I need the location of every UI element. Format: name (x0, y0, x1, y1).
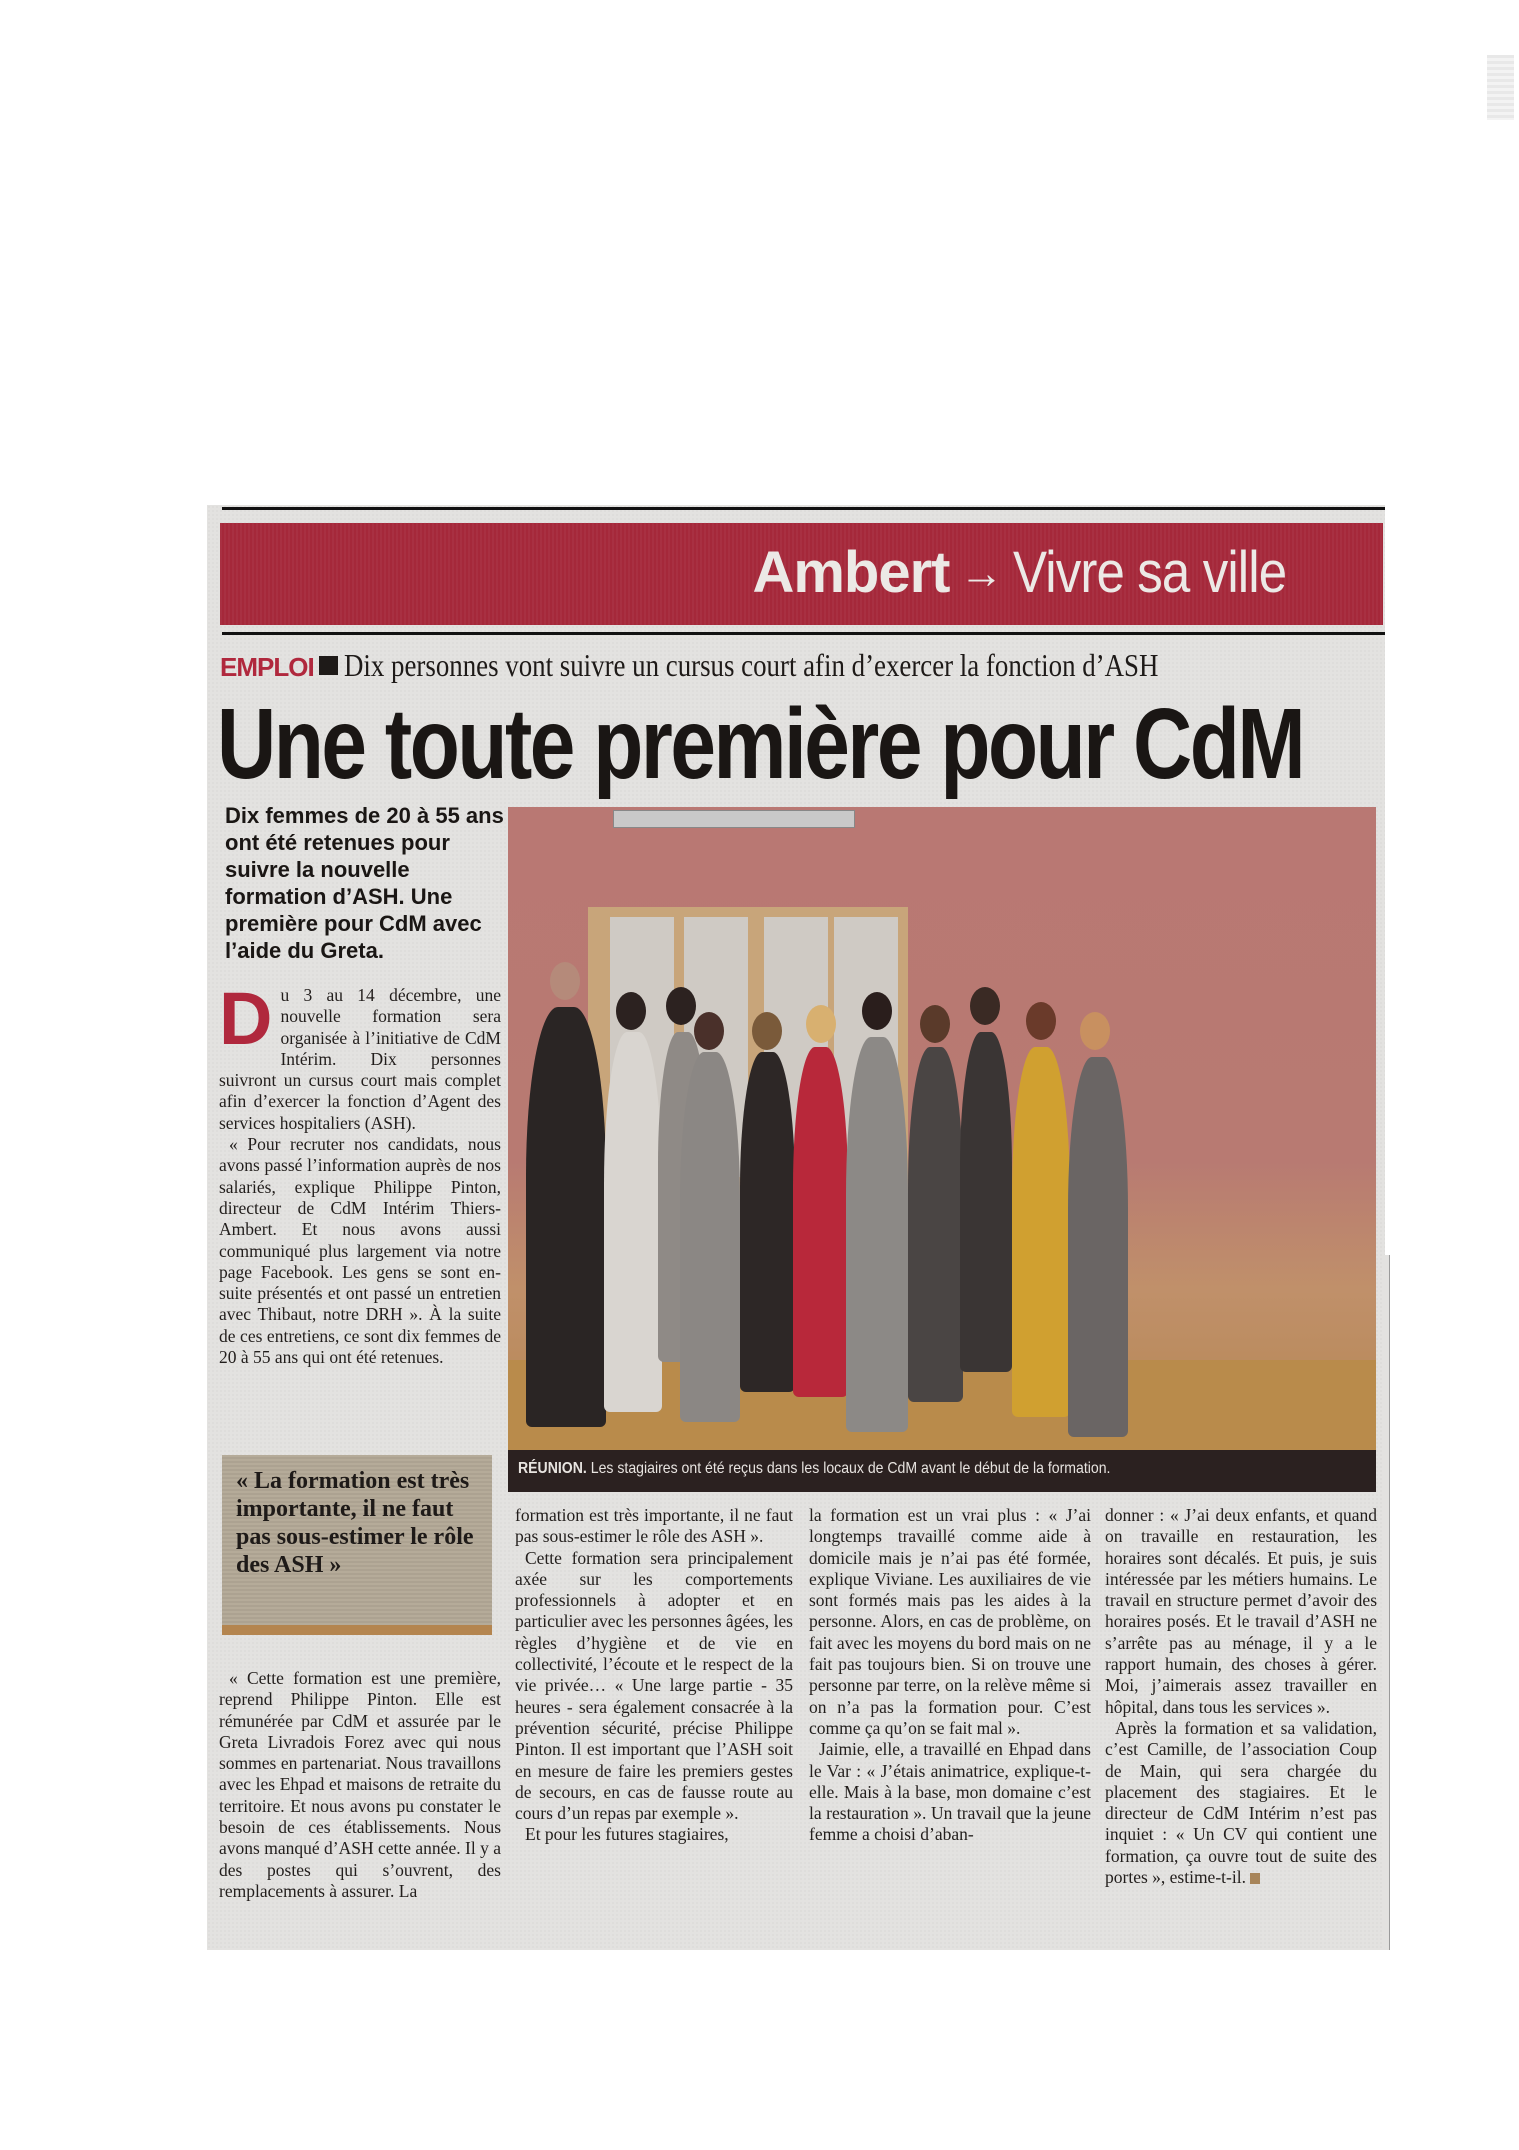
person (1012, 1047, 1070, 1417)
photo-caption (508, 1450, 1376, 1492)
person (526, 1007, 606, 1427)
body-paragraph: la formation est un vrai plus : « J’ai longtemps travaillé comme aide à domicile mais je n’ai pas été formée, explique Viviane. Les auxiliaires de vie sont formés mais pas les aides à la personne. Alors, en cas de problème, on fait avec les moyens du bord mais on ne fait pas toujours bien. Si on trouve une personne par terre, on la relève même si on n’a pas la formation pour. C’est comme ça qu’on se fait mal ». (809, 1505, 1091, 1738)
kicker-tag: EMPLOI (220, 652, 314, 682)
person-head (862, 992, 892, 1030)
pull-quote-underline (222, 1625, 492, 1635)
person (793, 1047, 848, 1397)
scanned-page-fragment (1487, 55, 1514, 120)
body-paragraph: formation est très importante, il ne faut pas sous-estimer le rôle des ASH ». (515, 1505, 793, 1547)
body-paragraph: u 3 au 14 décembre, une nouvelle formation sera organisée à l’initiative de CdM Intérim. Dix personnes suivront un cursus court mais complet afin d’exercer la fonction d’Agent des services hospitaliers (ASH). (219, 985, 501, 1133)
kicker-text: Dix personnes vont suivre un cursus court afin d’exercer la fonction d’ASH (343, 647, 1159, 683)
person (680, 1052, 740, 1422)
pull-quote-box (222, 1455, 492, 1635)
body-column-1-top (219, 977, 501, 1368)
caption-body: Les stagiaires ont été reçus dans les locaux de CdM avant le début de la formation. (586, 1460, 1111, 1477)
person (740, 1052, 795, 1392)
body-paragraph: Jaimie, elle, a travaillé en Ehpad dans le Var : « J’étais animatrice, explique-t-elle. Mais à la base, mon domaine c’est la restauration ». Un travail que la jeune femme a choisi d’aban- (809, 1739, 1091, 1845)
paper-edge (1383, 1255, 1390, 1950)
caption-text (518, 1460, 1110, 1478)
person (604, 1032, 662, 1412)
person-head (920, 1005, 950, 1043)
headline: Une toute première pour CdM (217, 688, 1304, 800)
body-paragraph: Cette formation sera principalement axée sur les comportements professionnels à adopter et en particulier avec les personnes âgées, les règles d’hygiène et de vie en collectivité, l’écoute et le respect de la vie privée… « Une large partie - 35 heures - sera également consacrée à la prévention sécurité, précise Philippe Pinton. Il est important que l’ASH soit en mesure de faire les premiers gestes de secours, en cas de fausse route au cours d’un repas par exemple ». (515, 1547, 793, 1824)
square-bullet-icon (319, 656, 338, 675)
person-head (1080, 1012, 1110, 1050)
person-head (1026, 1002, 1056, 1040)
group-photo (508, 807, 1376, 1450)
person-head (694, 1012, 724, 1050)
banner-section: Vivre sa ville (1012, 540, 1286, 605)
kicker (220, 647, 1313, 685)
top-rule (222, 507, 1385, 510)
section-title (752, 541, 1323, 606)
person (908, 1047, 963, 1402)
person-head (806, 1005, 836, 1043)
caption-label: RÉUNION. (518, 1460, 587, 1477)
drop-cap: D (219, 977, 273, 1060)
person (846, 1037, 908, 1432)
banner-city: Ambert (752, 540, 950, 605)
body-paragraph: « Pour recruter nos candidats, nous avons passé l’information auprès de nos salariés, explique Philippe Pinton, directeur de CdM Intérim Thiers-Ambert. Et nous avons aussi communiqué plus largement via notre page Facebook. Les gens se sont ensuite présentés et ont passé un entretien avec Thibaut, notre DRH ». À la suite de ces entretiens, ce sont dix femmes de 20 à 55 ans qui ont été retenues. (219, 1134, 501, 1368)
body-column-3 (809, 1505, 1091, 1846)
ceiling-light (613, 810, 855, 828)
person-head (666, 987, 696, 1025)
body-column-1-bottom (219, 1668, 501, 1902)
section-banner (220, 523, 1383, 625)
body-paragraph (1105, 1718, 1377, 1888)
newspaper-clipping (207, 505, 1385, 1950)
arrow-right-icon: → (959, 549, 1003, 598)
body-column-4 (1105, 1505, 1377, 1888)
banner-bottom-rule (222, 632, 1385, 635)
body-paragraph: donner : « J’ai deux enfants, et quand on travaille en restauration, les horaires sont décalés. Et puis, je suis intéressée par les métiers humains. Le travail en structure permet d’avoir des horaires posés. Et le travail d’ASH ne s’arrête pas au ménage, il y a le rapport humain, des choses à gérer. Moi, j’aimerais assez travailler en hôpital, dans tous les services ». (1105, 1505, 1377, 1717)
end-mark-icon (1250, 1873, 1260, 1884)
person-head (970, 987, 1000, 1025)
closing-paragraph: Après la formation et sa validation, c’est Camille, de l’association Coup de Main, qui sera chargée du placement des stagiaires. Et le directeur de CdM Intérim n’est pas inquiet : « Un CV qui contient une formation, ça ouvre tout de suite des portes », estime-t-il. (1105, 1717, 1377, 1888)
person (1068, 1057, 1128, 1437)
pull-quote: « La formation est très importante, il ne faut pas sous-estimer le rôle des ASH » (236, 1468, 474, 1578)
person (960, 1032, 1012, 1372)
person-head (616, 992, 646, 1030)
person-head (550, 962, 580, 1000)
body-column-2 (515, 1505, 793, 1846)
person-head (752, 1012, 782, 1050)
body-paragraph: Et pour les futures stagiaires, (525, 1824, 729, 1845)
body-paragraph: « Cette formation est une première, reprend Philippe Pinton. Elle est rémunérée par CdM et assurée par le Greta Livradois Forez avec qui nous sommes en partenariat. Nous travaillons avec les Ehpad et maisons de retraite du territoire. Et nous avons pu constater le besoin de ces établissements. Nous avons manqué d’ASH cette année. Il y a des postes qui s’ouvrent, des remplacements à assurer. La (219, 1668, 501, 1901)
lead-paragraph: Dix femmes de 20 à 55 ans ont été retenues pour suivre la nouvelle formation d’ASH. Une première pour CdM avec l’aide du Greta. (225, 803, 504, 963)
